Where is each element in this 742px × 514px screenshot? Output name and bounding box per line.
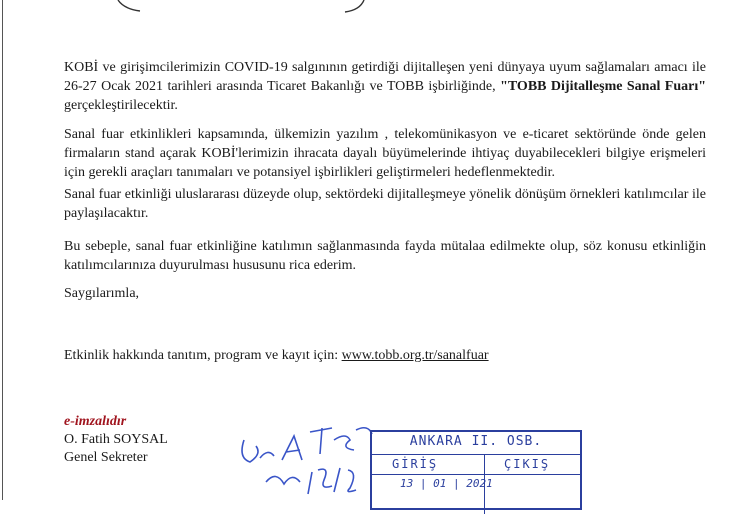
page-edge <box>2 0 3 500</box>
signer-title: Genel Sekreter <box>64 450 148 465</box>
registration-link[interactable]: www.tobb.org.tr/sanalfuar <box>341 348 489 363</box>
fair-name: "TOBB Dijitalleşme Sanal Fuarı" <box>500 79 706 94</box>
stamp-out-label: ÇIKIŞ <box>504 457 551 471</box>
stamp-date: 13 | 01 | 2021 <box>400 477 493 490</box>
reception-stamp <box>370 430 582 510</box>
signer-name: O. Fatih SOYSAL <box>64 432 168 447</box>
stamp-in-label: GİRİŞ <box>392 457 439 471</box>
paragraph-international: Sanal fuar etkinliği uluslararası düzeyde olup, sektördeki dijitalleşmeye yönelik dönüşüm örnekleri katılımcılar ile paylaşılacaktır. <box>64 187 706 221</box>
info-line: Etkinlik hakkında tanıtım, program ve kayıt için: www.tobb.org.tr/sanalfuar <box>64 348 489 363</box>
top-seal-fragment <box>0 0 742 20</box>
greeting: Saygılarımla, <box>64 286 140 301</box>
paragraph-scope: Sanal fuar etkinlikleri kapsamında, ülkemizin yazılım , telekomünikasyon ve e-ticaret sektöründe önde gelen firmaların stand açarak KOBİ'lerimizin ihracata dayalı büyümelerinde ihtiyaç duyabilecekleri bilgiye erişmeleri için gerekli araçları tanımaları ve potansiyel işbirlikleri geliştirmeleri hedeflenmektedir. <box>64 127 706 180</box>
e-signed-label: e-imzalıdır <box>64 414 127 429</box>
stamp-title: ANKARA II. OSB. <box>409 434 543 449</box>
handwritten-note <box>236 410 376 500</box>
paragraph-request: Bu sebeple, sanal fuar etkinliğine katılımın sağlanmasında fayda mütalaa edilmekte olup, söz konusu etkinliğin katılımcılarınıza duyurulması hususunu rica ederim. <box>64 239 706 273</box>
paragraph-intro: KOBİ ve girişimcilerimizin COVID-19 salgınının getirdiği dijitalleşen yeni dünyaya uyum sağlamaları amacı ile 26-27 Ocak 2021 tarihleri arasında Ticaret Bakanlığı ve TOBB işbirliğinde, "TOBB Dijitalleşme Sanal Fuarı" gerçekleştirilecektir. <box>64 60 706 113</box>
